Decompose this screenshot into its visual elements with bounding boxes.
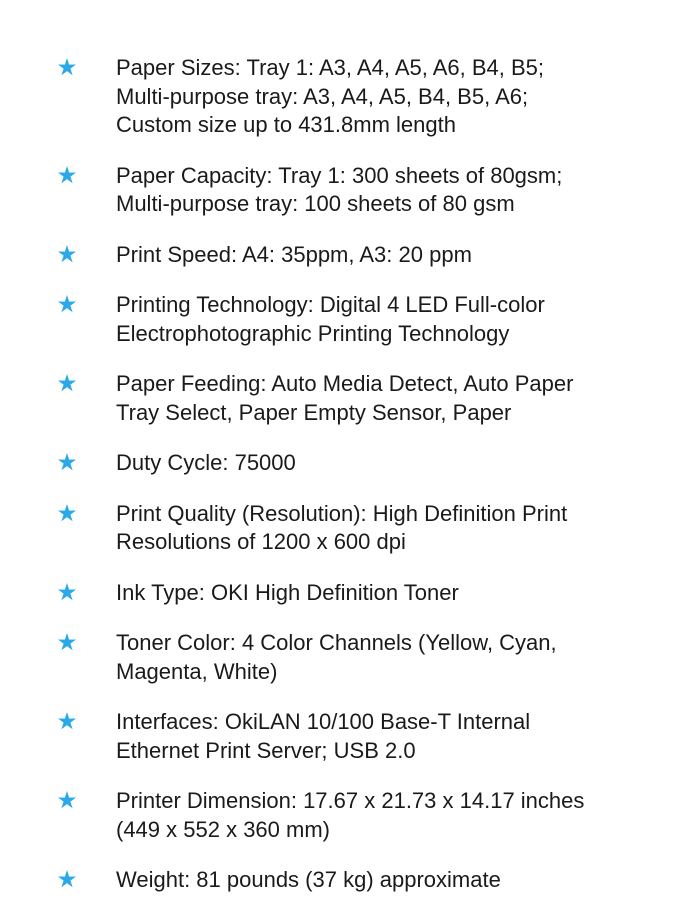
- spec-item: [0, 241, 693, 270]
- spec-text: [116, 787, 653, 844]
- spec-line: Duty Cycle: 75000: [116, 450, 296, 475]
- spec-text: [116, 370, 653, 427]
- star-icon: [57, 869, 77, 889]
- spec-line: Ink Type: OKI High Definition Toner: [116, 579, 459, 605]
- spec-item: [0, 54, 693, 140]
- spec-line: (449 x 552 x 360 mm): [116, 816, 330, 842]
- spec-line: Printer Dimension: 17.67 x 21.73 x 14.17 inches: [116, 788, 585, 813]
- spec-text: [116, 54, 653, 140]
- spec-line: Multi-purpose tray: 100 sheets of 80 gsm: [116, 191, 515, 216]
- spec-text: [116, 500, 653, 557]
- spec-list: [0, 54, 693, 917]
- spec-text: [116, 449, 653, 478]
- spec-line: Custom size up to 431.8mm length: [116, 112, 456, 137]
- spec-line: Paper Feeding: Auto Media Detect, Auto Paper: [116, 371, 574, 396]
- star-icon: [57, 244, 77, 264]
- spec-text: [116, 579, 653, 608]
- spec-text: [116, 291, 653, 348]
- spec-text: [116, 162, 653, 219]
- spec-line: Magenta, White): [116, 658, 278, 684]
- spec-line: Electrophotographic Printing Technology: [116, 320, 510, 346]
- spec-line: Resolutions of 1200 x 600 dpi: [116, 529, 406, 554]
- spec-text: [116, 708, 653, 765]
- spec-item: [0, 162, 693, 219]
- spec-line: Multi-purpose tray: A3, A4, A5, B4, B5, A6;: [116, 83, 529, 109]
- spec-item: [0, 291, 693, 348]
- spec-text: [116, 241, 653, 270]
- star-icon: [57, 373, 77, 393]
- spec-item: [0, 866, 693, 895]
- spec-text: [116, 866, 653, 895]
- star-icon: [57, 452, 77, 472]
- spec-line: Ethernet Print Server; USB 2.0: [116, 737, 416, 763]
- star-icon: [57, 57, 77, 77]
- spec-item: [0, 370, 693, 427]
- star-icon: [57, 294, 77, 314]
- spec-item: [0, 579, 693, 608]
- spec-item: [0, 629, 693, 686]
- spec-line: Print Speed: A4: 35ppm, A3: 20 ppm: [116, 241, 472, 267]
- spec-item: [0, 708, 693, 765]
- spec-line: Printing Technology: Digital 4 LED Full-color: [116, 292, 545, 317]
- spec-line: Paper Sizes: Tray 1: A3, A4, A5, A6, B4, B5;: [116, 55, 545, 80]
- star-icon: [57, 711, 77, 731]
- star-icon: [57, 632, 77, 652]
- star-icon: [57, 582, 77, 602]
- spec-line: Paper Capacity: Tray 1: 300 sheets of 80gsm;: [116, 162, 563, 188]
- spec-line: Interfaces: OkiLAN 10/100 Base-T Internal: [116, 709, 531, 734]
- star-icon: [57, 503, 77, 523]
- spec-line: Toner Color: 4 Color Channels (Yellow, Cyan,: [116, 630, 557, 655]
- spec-item: [0, 500, 693, 557]
- spec-line: Weight: 81 pounds (37 kg) approximate: [116, 867, 501, 892]
- spec-line: Print Quality (Resolution): High Definition Print: [116, 500, 568, 526]
- spec-item: [0, 449, 693, 478]
- spec-line: Tray Select, Paper Empty Sensor, Paper: [116, 399, 512, 425]
- star-icon: [57, 165, 77, 185]
- star-icon: [57, 790, 77, 810]
- spec-item: [0, 787, 693, 844]
- spec-text: [116, 629, 653, 686]
